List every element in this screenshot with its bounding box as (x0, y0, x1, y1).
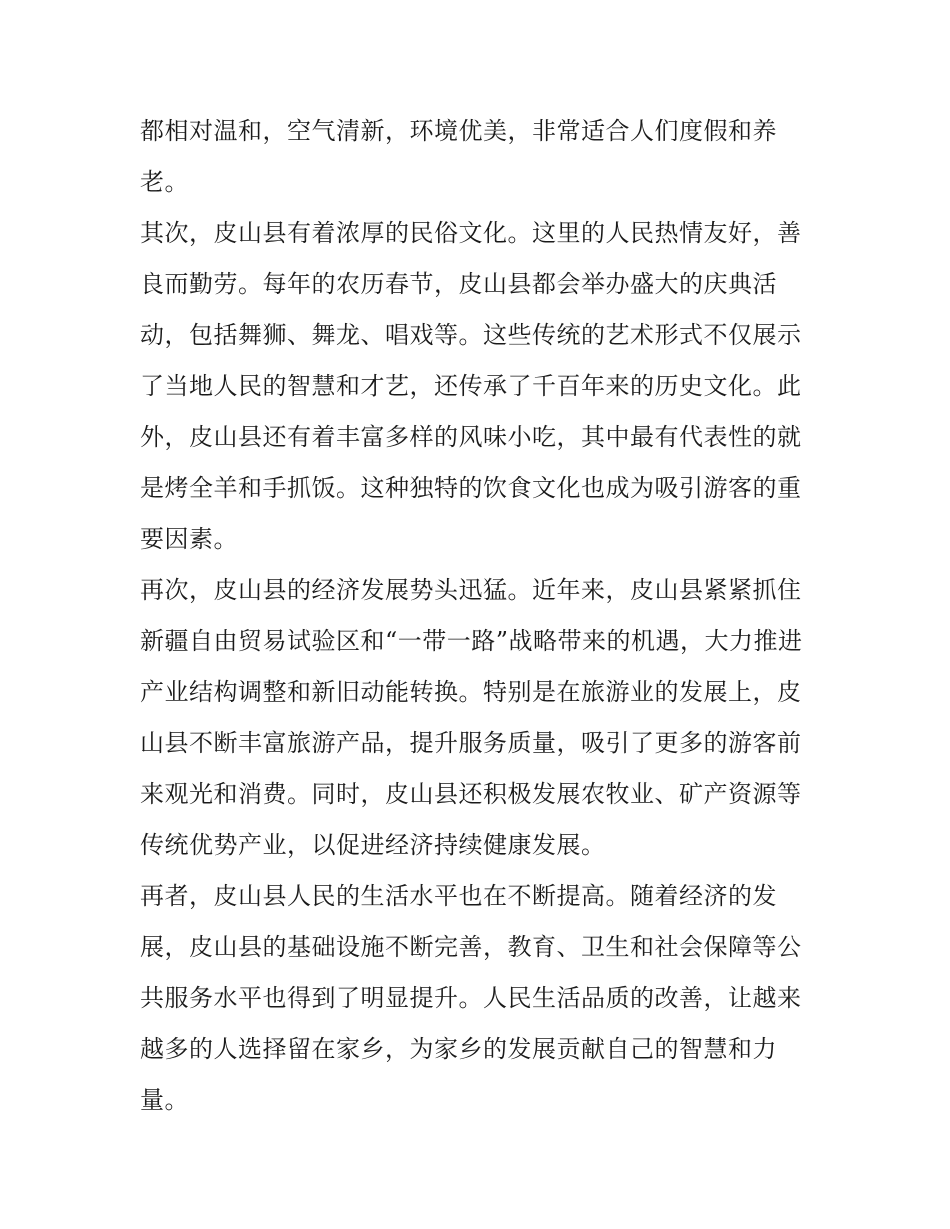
text-line: 共服务水平也得到了明显提升。人民生活品质的改善，让越来 (140, 984, 802, 1012)
text-line: 外，皮山县还有着丰富多样的风味小吃，其中最有代表性的就 (140, 423, 802, 451)
paragraph-economy (140, 565, 814, 871)
text-line: 是烤全羊和手抓饭。这种独特的饮食文化也成为吸引游客的重 (140, 474, 802, 502)
text-line: 良而勤劳。每年的农历春节，皮山县都会举办盛大的庆典活 (140, 270, 777, 298)
text-line: 都相对温和，空气清新，环境优美，非常适合人们度假和养 (140, 117, 777, 145)
document-body (140, 106, 814, 1126)
text-line: 老。 (140, 168, 189, 196)
paragraph-climate (140, 106, 814, 208)
text-line: 展，皮山县的基础设施不断完善，教育、卫生和社会保障等公 (140, 933, 802, 961)
text-line: 传统优势产业，以促进经济持续健康发展。 (140, 831, 606, 859)
text-line: 产业结构调整和新旧动能转换。特别是在旅游业的发展上，皮 (140, 678, 802, 706)
paragraph-folk-culture (140, 208, 814, 565)
text-line: 动，包括舞狮、舞龙、唱戏等。这些传统的艺术形式不仅展示 (140, 321, 802, 349)
text-line: 新疆自由贸易试验区和“一带一路”战略带来的机遇，大力推进 (140, 627, 803, 655)
text-line: 了当地人民的智慧和才艺，还传承了千百年来的历史文化。此 (140, 372, 802, 400)
text-line: 山县不断丰富旅游产品，提升服务质量，吸引了更多的游客前 (140, 729, 802, 757)
paragraph-living-standards (140, 871, 814, 1126)
text-line: 要因素。 (140, 525, 238, 553)
text-line: 来观光和消费。同时，皮山县还积极发展农牧业、矿产资源等 (140, 780, 802, 808)
text-line: 再者，皮山县人民的生活水平也在不断提高。随着经济的发 (140, 882, 777, 910)
text-line: 再次，皮山县的经济发展势头迅猛。近年来，皮山县紧紧抓住 (140, 576, 802, 604)
text-line: 越多的人选择留在家乡，为家乡的发展贡献自己的智慧和力 (140, 1035, 777, 1063)
text-line: 量。 (140, 1086, 189, 1114)
text-line: 其次，皮山县有着浓厚的民俗文化。这里的人民热情友好，善 (140, 219, 802, 247)
